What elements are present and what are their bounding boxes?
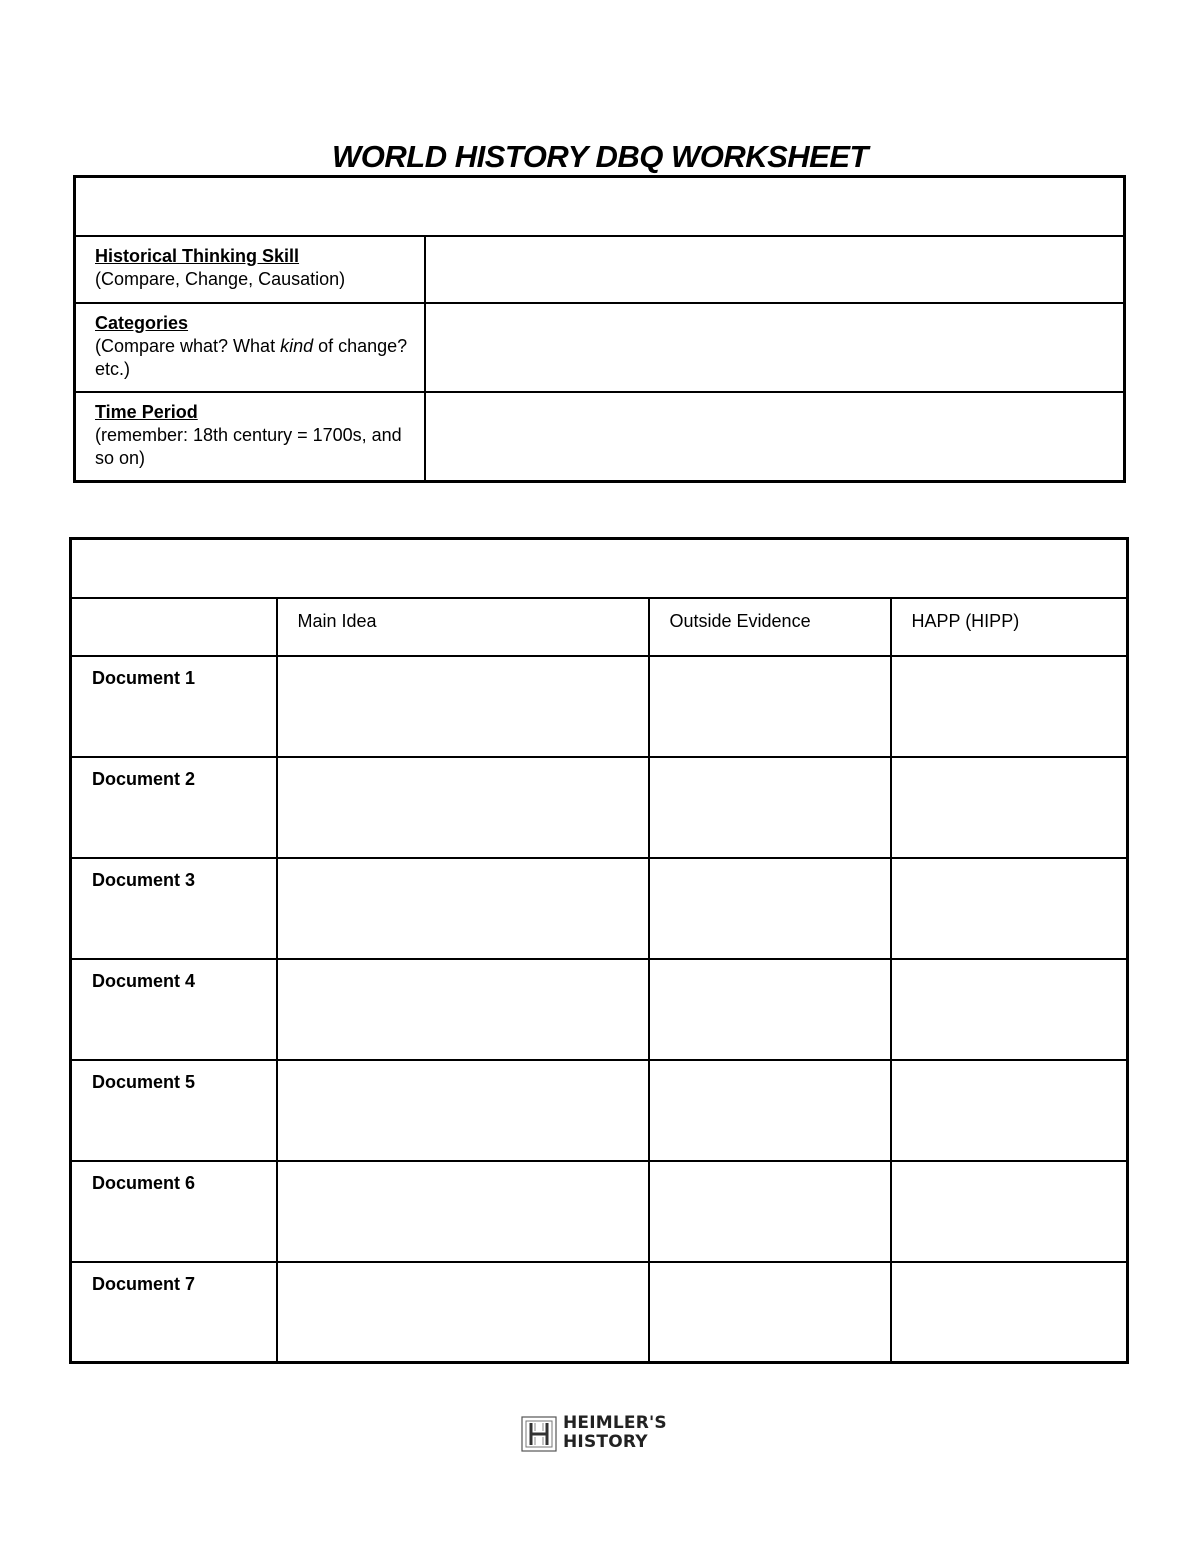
categories-hint: (Compare what? What kind of change? etc.) [95, 335, 408, 379]
document-6-happ-cell[interactable] [891, 1161, 1128, 1262]
time-period-field[interactable] [425, 392, 1125, 482]
logo-line-2: HISTORY [563, 1432, 648, 1452]
prompt-field[interactable] [75, 177, 1125, 236]
categories-field[interactable] [425, 303, 1125, 392]
document-3-label: Document 3 [71, 858, 277, 959]
heimlers-history-logo [521, 1414, 681, 1454]
column-header-outside-evidence: Outside Evidence [649, 598, 891, 656]
document-2-main-idea-cell[interactable] [277, 757, 649, 858]
column-header-main-idea: Main Idea [277, 598, 649, 656]
document-4-label: Document 4 [71, 959, 277, 1060]
document-1-happ-cell[interactable] [891, 656, 1128, 757]
document-6-label: Document 6 [71, 1161, 277, 1262]
time-period-hint: (remember: 18th century = 1700s, and so on) [95, 424, 402, 468]
document-7-outside-evidence-cell[interactable] [649, 1262, 891, 1363]
column-header-blank [71, 598, 277, 656]
document-5-outside-evidence-cell[interactable] [649, 1060, 891, 1161]
document-5-label: Document 5 [71, 1060, 277, 1161]
table-row [71, 757, 1128, 858]
document-6-main-idea-cell[interactable] [277, 1161, 649, 1262]
document-2-label: Document 2 [71, 757, 277, 858]
document-5-main-idea-cell[interactable] [277, 1060, 649, 1161]
document-1-main-idea-cell[interactable] [277, 656, 649, 757]
document-3-outside-evidence-cell[interactable] [649, 858, 891, 959]
column-header-happ: HAPP (HIPP) [891, 598, 1128, 656]
time-period-heading: Time Period [95, 401, 198, 422]
table-row [71, 656, 1128, 757]
document-4-happ-cell[interactable] [891, 959, 1128, 1060]
document-1-label: Document 1 [71, 656, 277, 757]
categories-label [75, 303, 425, 392]
document-3-happ-cell[interactable] [891, 858, 1128, 959]
heimlers-history-logo-icon [521, 1414, 559, 1454]
time-period-label [75, 392, 425, 482]
document-7-happ-cell[interactable] [891, 1262, 1128, 1363]
document-2-outside-evidence-cell[interactable] [649, 757, 891, 858]
document-7-label: Document 7 [71, 1262, 277, 1363]
heimlers-history-logo-text [563, 1414, 667, 1452]
table-row [71, 1262, 1128, 1363]
historical-thinking-skill-heading: Historical Thinking Skill [95, 245, 300, 266]
prompt-table [73, 175, 1126, 483]
historical-thinking-skill-hint: (Compare, Change, Causation) [95, 268, 346, 289]
document-2-happ-cell[interactable] [891, 757, 1128, 858]
document-4-outside-evidence-cell[interactable] [649, 959, 891, 1060]
document-3-main-idea-cell[interactable] [277, 858, 649, 959]
document-table [69, 537, 1129, 1364]
document-6-outside-evidence-cell[interactable] [649, 1161, 891, 1262]
worksheet-title: WORLD HISTORY DBQ WORKSHEET [332, 139, 868, 174]
document-1-outside-evidence-cell[interactable] [649, 656, 891, 757]
table-row [71, 959, 1128, 1060]
categories-heading: Categories [95, 312, 189, 333]
document-4-main-idea-cell[interactable] [277, 959, 649, 1060]
historical-thinking-skill-label [75, 236, 425, 303]
document-table-header-field[interactable] [71, 539, 1128, 598]
document-7-main-idea-cell[interactable] [277, 1262, 649, 1363]
logo-line-1: HEIMLER'S [563, 1413, 667, 1433]
table-row [71, 1161, 1128, 1262]
document-5-happ-cell[interactable] [891, 1060, 1128, 1161]
table-row [71, 858, 1128, 959]
historical-thinking-skill-field[interactable] [425, 236, 1125, 303]
table-row [71, 1060, 1128, 1161]
